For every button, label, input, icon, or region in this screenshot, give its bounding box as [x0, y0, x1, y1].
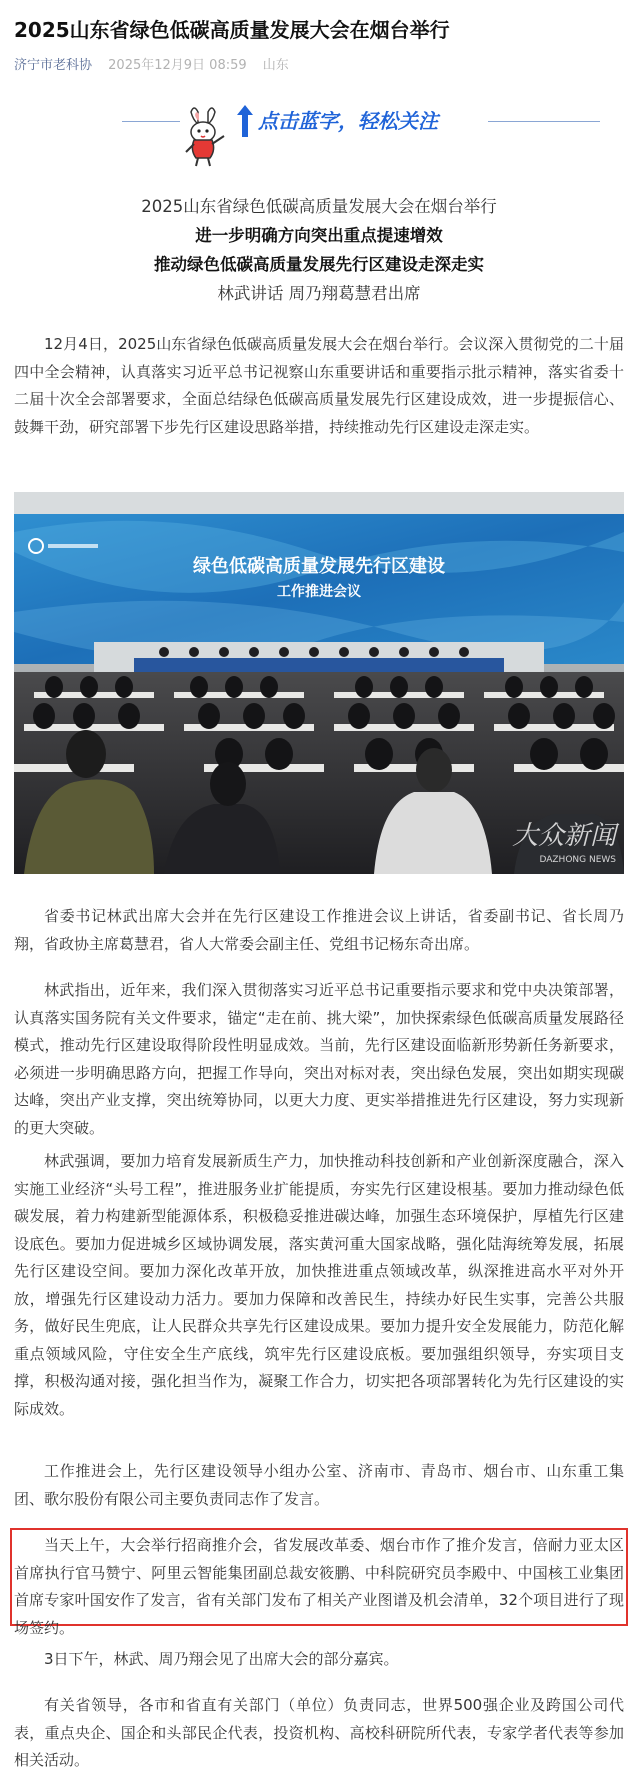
divider-right — [488, 121, 600, 122]
conference-photo[interactable] — [14, 492, 624, 874]
publish-date: 2025年12月9日 08:59 — [108, 58, 247, 73]
headline-line-3: 推动绿色低碳高质量发展先行区建设走深走实 — [154, 255, 484, 274]
arrow-up-icon — [234, 103, 256, 139]
follow-banner[interactable] — [0, 96, 638, 170]
rabbit-mascot-icon — [178, 106, 234, 168]
paragraph-5: 工作推进会上，先行区建设领导小组办公室、济南市、青岛市、烟台市、山东重工集团、歌尔股份有限公司主要负责同志作了发言。 — [14, 1462, 624, 1508]
paragraph-4: 林武强调，要加力培育发展新质生产力，加快推动科技创新和产业创新深度融合，深入实施工业经济“头号工程”，推进服务业扩能提质，夯实先行区建设根基。要加力推动绿色低碳发展，着力构建新型能源体系，积极稳妥推进碳达峰，加强生态环境保护，厚植先行区建设底色。要加力促进城乡区域协调发展，落实黄河重大国家战略，强化陆海统筹发展，拓展先行区建设空间。要加力深化改革开放，加快推进重点领域改革，纵深推进高水平对外开放，增强先行区建设动力活力。要加力保障和改善民生，持续办好民生实事，完善公共服务，做好民生兜底，让人民群众共享先行区建设成果。要加力提升安全发展能力，防范化解重点领域风险，守住安全生产底线，筑牢先行区建设底板。要加强组织领导，夯实项目支撑，积极沟通对接，强化担当作为，凝聚工作合力，切实把各项部署转化为先行区建设的实际成效。 — [14, 1152, 624, 1418]
article-title: 2025山东省绿色低碳高质量发展大会在烟台举行 — [14, 18, 450, 42]
photo-watermark-sub: DAZHONG NEWS — [539, 855, 616, 865]
photo-banner-line-2: 工作推进会议 — [277, 584, 361, 600]
divider-left — [122, 121, 180, 122]
headline-line-2: 进一步明确方向突出重点提速增效 — [195, 226, 443, 245]
publish-location: 山东 — [262, 58, 289, 73]
paragraph-3: 林武指出，近年来，我们深入贯彻落实习近平总书记重要指示要求和党中央决策部署，认真落实国务院有关文件要求，锚定“走在前、挑大梁”，加快探索绿色低碳高质量发展路径模式，推动先行区建设取得阶段性明显成效。当前，先行区建设面临新形势新任务新要求，必须进一步明确思路方向，把握工作导向，突出对标对表，突出绿色发展，突出如期实现碳达峰，突出产业支撑，突出统筹协同，以更大力度、更实举措推进先行区建设，努力实现新的更大突破。 — [14, 981, 624, 1137]
photo-watermark: 大众新闻 — [511, 821, 616, 851]
headline-line-4: 林武讲话 周乃翔葛慧君出席 — [217, 284, 421, 303]
paragraph-6: 当天上午，大会举行招商推介会，省发展改革委、烟台市作了推介发言，倍耐力亚太区首席执行官马赞宁、阿里云智能集团副总裁安筱鹏、中科院研究员李殿中、中国核工业集团首席专家叶国安作了发言，省有关部门发布了相关产业图谱及机会清单，32个项目进行了现场签约。 — [14, 1536, 624, 1637]
headline-line-1: 2025山东省绿色低碳高质量发展大会在烟台举行 — [141, 197, 497, 216]
follow-text[interactable]: 点击蓝字，轻松关注 — [258, 109, 438, 133]
paragraph-8: 有关省领导，各市和省直有关部门（单位）负责同志，世界500强企业及跨国公司代表，重点央企、国企和头部民企代表，投资机构、高校科研院所代表，专家学者代表等参加相关活动。 — [14, 1696, 624, 1769]
article-meta — [14, 56, 289, 76]
account-name-link[interactable]: 济宁市老科协 — [14, 58, 93, 73]
paragraph-1: 12月4日，2025山东省绿色低碳高质量发展大会在烟台举行。会议深入贯彻党的二十届四中全会精神，认真落实习近平总书记视察山东重要讲话和重要指示批示精神，落实省委十二届十次全会部署要求，全面总结绿色低碳高质量发展先行区建设成效，进一步提振信心、鼓舞干劲，研究部署下步先行区建设思路举措，持续推动先行区建设走深走实。 — [14, 335, 624, 436]
paragraph-7: 3日下午，林武、周乃翔会见了出席大会的部分嘉宾。 — [44, 1650, 399, 1668]
paragraph-2: 省委书记林武出席大会并在先行区建设工作推进会议上讲话，省委副书记、省长周乃翔，省政协主席葛慧君，省人大常委会副主任、党组书记杨东奇出席。 — [14, 907, 624, 953]
photo-banner-line-1: 绿色低碳高质量发展先行区建设 — [193, 556, 445, 577]
